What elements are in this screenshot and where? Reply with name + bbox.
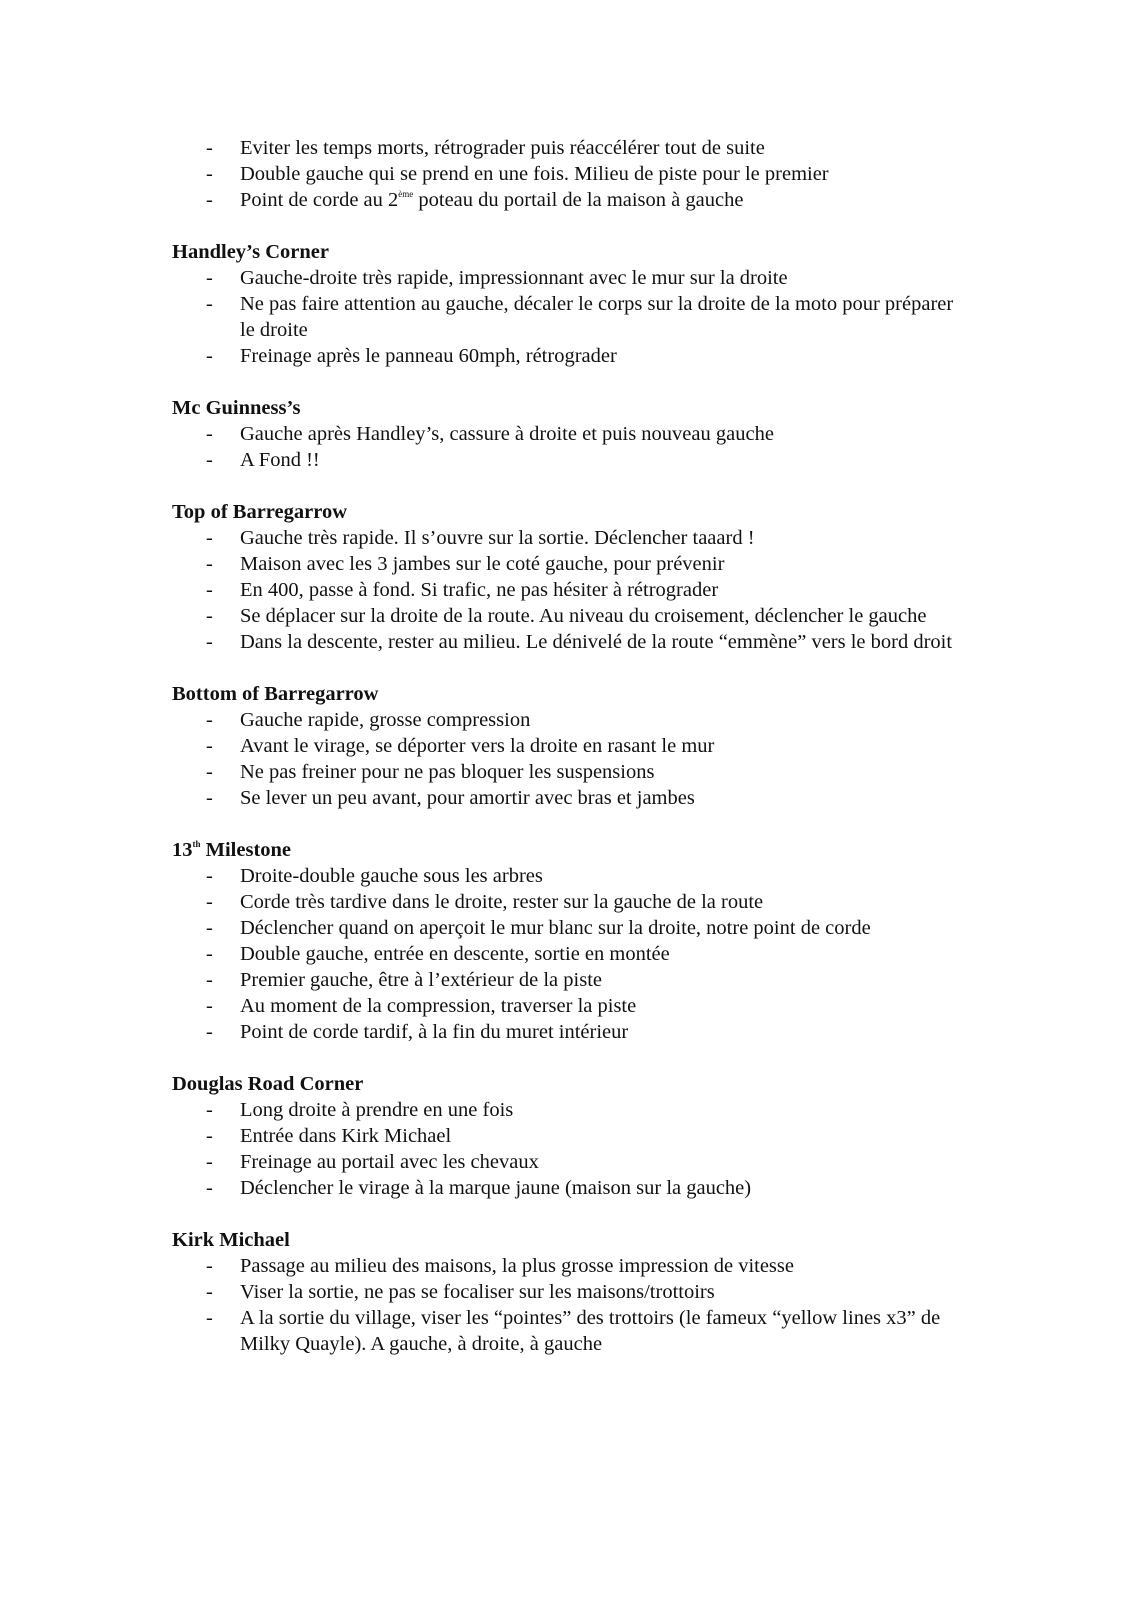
list-item — [172, 889, 972, 915]
list-item — [172, 629, 972, 655]
item-text: Droite-double gauche sous les arbres — [240, 865, 543, 887]
list-item — [172, 1149, 972, 1175]
item-text — [240, 189, 743, 211]
section-heading: Mc Guinness’s — [172, 397, 301, 419]
bullet-dash: - — [206, 761, 213, 783]
item-text: Avant le virage, se déporter vers la droite en rasant le mur — [240, 735, 715, 757]
document-page — [172, 135, 972, 1357]
list-item — [172, 525, 972, 551]
list-item — [172, 941, 972, 967]
bullet-dash: - — [206, 865, 213, 887]
section-intro — [172, 135, 972, 213]
list-item — [172, 1279, 972, 1305]
heading-number: 13 — [172, 839, 193, 861]
item-text: Gauche très rapide. Il s’ouvre sur la sortie. Déclencher taaard ! — [240, 527, 755, 549]
bullet-dash: - — [206, 709, 213, 731]
list-item — [172, 1123, 972, 1149]
bullet-dash: - — [206, 137, 213, 159]
item-text: Entrée dans Kirk Michael — [240, 1125, 452, 1147]
section-heading: Handley’s Corner — [172, 241, 329, 263]
bullet-dash: - — [206, 423, 213, 445]
bullet-list — [172, 863, 972, 1045]
item-text: Déclencher le virage à la marque jaune (maison sur la gauche) — [240, 1177, 752, 1199]
item-text: Viser la sortie, ne pas se focaliser sur les maisons/trottoirs — [240, 1281, 715, 1303]
item-text: Gauche rapide, grosse compression — [240, 709, 531, 731]
bullet-list — [172, 1253, 972, 1357]
bullet-dash: - — [206, 1099, 213, 1121]
list-item — [172, 707, 972, 733]
item-text: Déclencher quand on aperçoit le mur blanc sur la droite, notre point de corde — [240, 917, 871, 939]
list-item — [172, 343, 972, 369]
list-item — [172, 1175, 972, 1201]
bullet-dash: - — [206, 787, 213, 809]
item-text: Freinage après le panneau 60mph, rétrograder — [240, 345, 617, 367]
list-item — [172, 1305, 972, 1357]
list-item — [172, 759, 972, 785]
item-text: Double gauche qui se prend en une fois. Milieu de piste pour le premier — [240, 163, 829, 185]
item-text: En 400, passe à fond. Si trafic, ne pas hésiter à rétrograder — [240, 579, 719, 601]
item-text: Gauche après Handley’s, cassure à droite et puis nouveau gauche — [240, 423, 774, 445]
bullet-dash: - — [206, 579, 213, 601]
section-kirk-michael — [172, 1227, 972, 1357]
bullet-dash: - — [206, 735, 213, 757]
list-item — [172, 551, 972, 577]
section-heading: Bottom of Barregarrow — [172, 683, 379, 705]
list-item — [172, 1253, 972, 1279]
item-text: A Fond !! — [240, 449, 320, 471]
item-text: Corde très tardive dans le droite, rester sur la gauche de la route — [240, 891, 764, 913]
item-text: Gauche-droite très rapide, impressionnant avec le mur sur la droite — [240, 267, 788, 289]
item-text: Point de corde tardif, à la fin du muret intérieur — [240, 1021, 629, 1043]
bullet-list — [172, 525, 972, 655]
section-bottom-of-barregarrow — [172, 681, 972, 811]
bullet-dash: - — [206, 605, 213, 627]
item-text: Premier gauche, être à l’extérieur de la piste — [240, 969, 602, 991]
bullet-dash: - — [206, 267, 213, 289]
list-item — [172, 265, 972, 291]
bullet-list — [172, 265, 972, 369]
list-item — [172, 993, 972, 1019]
list-item — [172, 733, 972, 759]
section-heading: Top of Barregarrow — [172, 501, 348, 523]
item-text-start: Point de corde au 2 — [240, 189, 399, 211]
item-text: Long droite à prendre en une fois — [240, 1099, 514, 1121]
list-item — [172, 421, 972, 447]
list-item — [172, 785, 972, 811]
section-handleys-corner — [172, 239, 972, 369]
list-item — [172, 967, 972, 993]
item-text: Passage au milieu des maisons, la plus grosse impression de vitesse — [240, 1255, 794, 1277]
bullet-dash: - — [206, 891, 213, 913]
section-heading: Kirk Michael — [172, 1229, 290, 1251]
bullet-dash: - — [206, 1125, 213, 1147]
bullet-dash: - — [206, 1281, 213, 1303]
bullet-list — [172, 707, 972, 811]
ordinal-superscript: th — [192, 839, 201, 849]
item-text: A la sortie du village, viser les “pointes” des trottoirs (le fameux “yellow lines x3” de Milky Quayle). A gauche, à droite, à gauche — [240, 1307, 941, 1355]
item-text: Se lever un peu avant, pour amortir avec bras et jambes — [240, 787, 695, 809]
item-text: Ne pas faire attention au gauche, décaler le corps sur la droite de la moto pour préparer le droite — [240, 293, 954, 341]
bullet-dash: - — [206, 449, 213, 471]
bullet-dash: - — [206, 1021, 213, 1043]
item-text: Freinage au portail avec les chevaux — [240, 1151, 539, 1173]
list-item — [172, 135, 972, 161]
item-text: Eviter les temps morts, rétrograder puis réaccélérer tout de suite — [240, 137, 765, 159]
bullet-dash: - — [206, 163, 213, 185]
section-top-of-barregarrow — [172, 499, 972, 655]
section-mc-guinness — [172, 395, 972, 473]
list-item — [172, 915, 972, 941]
item-text: Dans la descente, rester au milieu. Le dénivelé de la route “emmène” vers le bord droit — [240, 631, 953, 653]
ordinal-superscript: ème — [398, 189, 414, 199]
bullet-dash: - — [206, 1307, 213, 1329]
bullet-dash: - — [206, 1255, 213, 1277]
list-item — [172, 1097, 972, 1123]
list-item — [172, 291, 972, 343]
item-text: Se déplacer sur la droite de la route. Au niveau du croisement, déclencher le gauche — [240, 605, 927, 627]
bullet-dash: - — [206, 1151, 213, 1173]
list-item — [172, 603, 972, 629]
bullet-dash: - — [206, 1177, 213, 1199]
item-text: Au moment de la compression, traverser la piste — [240, 995, 637, 1017]
bullet-dash: - — [206, 553, 213, 575]
item-text-end: poteau du portail de la maison à gauche — [413, 189, 744, 211]
item-text: Ne pas freiner pour ne pas bloquer les suspensions — [240, 761, 655, 783]
bullet-list — [172, 421, 972, 473]
bullet-dash: - — [206, 293, 213, 315]
section-douglas-road-corner — [172, 1071, 972, 1201]
bullet-dash: - — [206, 917, 213, 939]
bullet-dash: - — [206, 995, 213, 1017]
bullet-dash: - — [206, 527, 213, 549]
bullet-list — [172, 135, 972, 213]
bullet-dash: - — [206, 943, 213, 965]
list-item — [172, 187, 972, 213]
list-item — [172, 863, 972, 889]
list-item — [172, 1019, 972, 1045]
item-text: Maison avec les 3 jambes sur le coté gauche, pour prévenir — [240, 553, 725, 575]
section-heading: Douglas Road Corner — [172, 1073, 364, 1095]
heading-text: Milestone — [200, 839, 292, 861]
list-item — [172, 577, 972, 603]
section-13th-milestone — [172, 837, 972, 1045]
section-heading — [172, 837, 972, 863]
bullet-list — [172, 1097, 972, 1201]
item-text: Double gauche, entrée en descente, sortie en montée — [240, 943, 670, 965]
bullet-dash: - — [206, 189, 213, 211]
bullet-dash: - — [206, 969, 213, 991]
bullet-dash: - — [206, 345, 213, 367]
bullet-dash: - — [206, 631, 213, 653]
list-item — [172, 447, 972, 473]
list-item — [172, 161, 972, 187]
